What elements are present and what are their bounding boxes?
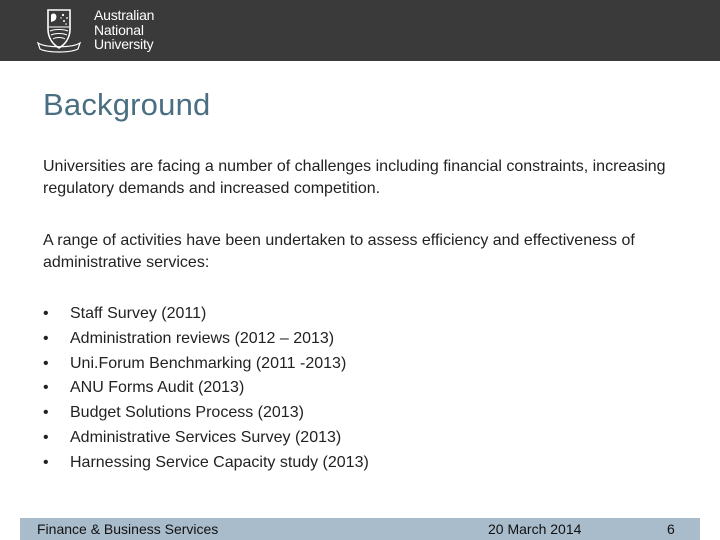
list-item-text: Staff Survey (2011) (70, 305, 207, 322)
bullet-icon: • (43, 354, 49, 372)
bullet-icon: • (43, 329, 49, 347)
bullet-icon: • (43, 305, 49, 322)
list-item-text: Administration reviews (2012 – 2013) (70, 329, 335, 347)
activities-paragraph: A range of activities have been undertaken to assess efficiency and effectiveness of administrative services: (43, 232, 635, 271)
list-item (43, 402, 369, 427)
list-item-text: Budget Solutions Process (2013) (70, 404, 304, 422)
anu-crest-icon (34, 7, 84, 53)
logo-line-1: Australian (94, 7, 155, 24)
activities-list (43, 303, 369, 477)
bullet-icon: • (43, 379, 49, 397)
list-item (43, 303, 369, 328)
bullet-icon: • (43, 428, 49, 446)
header-bar (0, 0, 720, 61)
slide-title: Background (43, 87, 211, 122)
list-item-text: Administrative Services Survey (2013) (70, 428, 342, 446)
anu-logo[interactable] (34, 6, 154, 54)
bullet-icon: • (43, 453, 49, 471)
logo-wordmark (94, 8, 154, 52)
footer-date: 20 March 2014 (488, 521, 582, 537)
logo-line-2: National (94, 21, 144, 38)
list-item (43, 377, 369, 402)
list-item (43, 452, 369, 477)
list-item-text: ANU Forms Audit (2013) (70, 379, 245, 397)
logo-line-3: University (94, 36, 154, 53)
list-item (43, 328, 369, 353)
footer-department: Finance & Business Services (37, 521, 219, 537)
list-item (43, 427, 369, 452)
page-number: 6 (667, 521, 675, 537)
bullet-icon: • (43, 404, 49, 422)
list-item-text: Harnessing Service Capacity study (2013) (70, 453, 369, 471)
intro-paragraph: Universities are facing a number of challenges including financial constraints, increasing regulatory demands and increased competition. (43, 158, 666, 197)
list-item (43, 353, 369, 378)
list-item-text: Uni.Forum Benchmarking (2011 -2013) (70, 354, 347, 372)
